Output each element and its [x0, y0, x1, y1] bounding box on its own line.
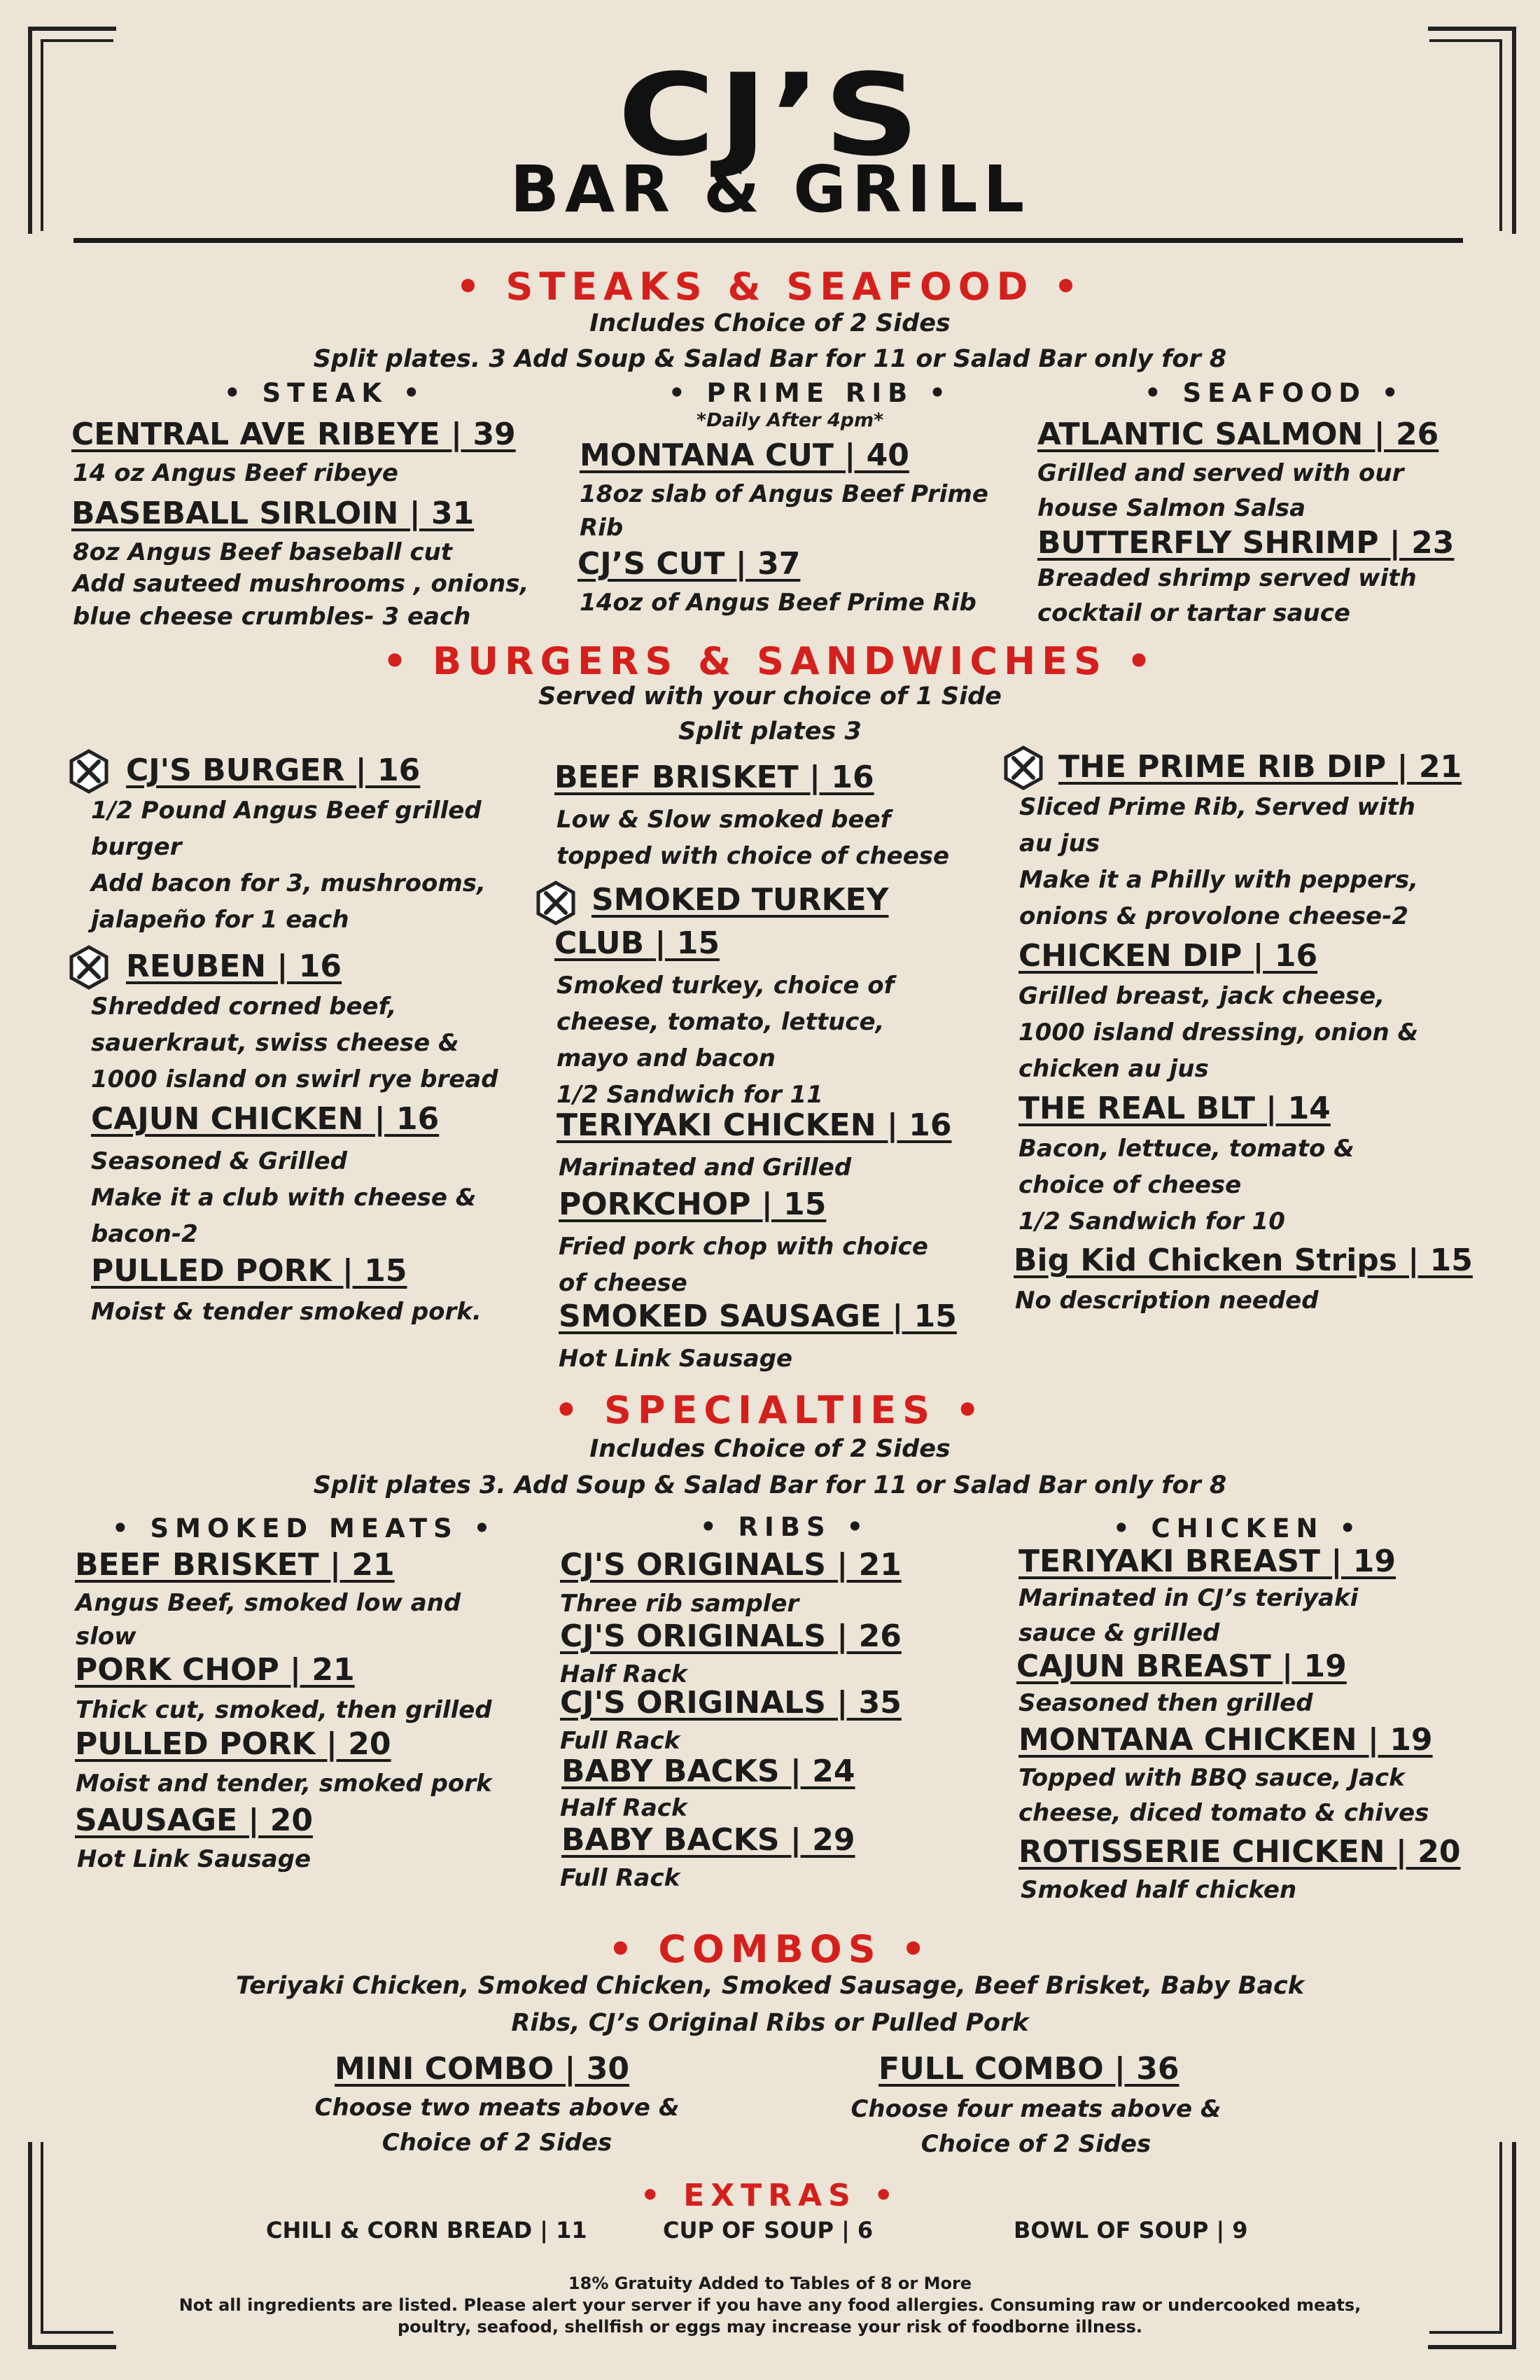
menu-item-name: SAUSAGE | 20 [75, 1802, 313, 1838]
menu-item-desc: Half Rack [560, 1660, 687, 1688]
section-title-burgers: • BURGERS & SANDWICHES • [382, 639, 1158, 683]
menu-item-name: ATLANTIC SALMON | 26 [1037, 416, 1439, 452]
menu-item-name: CJ'S ORIGINALS | 21 [560, 1547, 902, 1583]
menu-item-desc: Half Rack [560, 1794, 687, 1822]
menu-item-desc: Low & Slow smoked beef [556, 806, 891, 834]
subsection-smoked-meats: • SMOKED MEATS • [112, 1513, 497, 1544]
menu-item-name: CENTRAL AVE RIBEYE | 39 [71, 416, 516, 452]
brand-subtitle: BAR & GRILL [510, 152, 1030, 227]
menu-item-name: Big Kid Chicken Strips | 15 [1014, 1242, 1473, 1278]
menu-item-name: MONTANA CUT | 40 [580, 438, 909, 473]
extra-item: CHILI & CORN BREAD | 11 [266, 2217, 587, 2244]
menu-item-desc: No description needed [1015, 1287, 1319, 1315]
menu-item-desc: 18oz slab of Angus Beef Prime [580, 480, 988, 508]
menu-item-desc: Choose four meats above & [850, 2095, 1222, 2123]
menu-item-desc: Marinated and Grilled [559, 1154, 852, 1182]
menu-item-desc: Shredded corned beef, [91, 993, 397, 1021]
menu-item-desc: sauce & grilled [1018, 1619, 1220, 1647]
subsection-chicken: • CHICKEN • [1113, 1513, 1363, 1544]
menu-item-desc: Breaded shrimp served with [1037, 564, 1417, 592]
menu-item-name: BASEBALL SIRLOIN | 31 [71, 496, 475, 531]
extra-item: CUP OF SOUP | 6 [663, 2217, 874, 2244]
section-note: Split plates. 3 Add Soup & Salad Bar for 11 or Salad Bar only for 8 [313, 345, 1227, 373]
menu-item-name: CAJUN CHICKEN | 16 [91, 1101, 440, 1137]
brand-title: CJ’S [617, 49, 923, 181]
menu-item-desc: 14oz of Angus Beef Prime Rib [580, 589, 976, 617]
extra-item: BOWL OF SOUP | 9 [1014, 2217, 1248, 2244]
menu-item-desc: Make it a Philly with peppers, [1019, 866, 1419, 894]
menu-item-desc: Smoked turkey, choice of [556, 972, 895, 1000]
menu-item-name: BEEF BRISKET | 16 [554, 760, 874, 795]
menu-item-desc: chicken au jus [1018, 1055, 1209, 1083]
utensils-hex-icon [533, 881, 578, 925]
section-note: Split plates 3 [678, 718, 862, 746]
menu-item-desc: Angus Beef, smoked low and [76, 1589, 461, 1617]
menu-item-desc: house Salmon Salsa [1037, 494, 1306, 522]
menu-item-desc: 14 oz Angus Beef ribeye [73, 459, 398, 487]
footer-gratuity: 18% Gratuity Added to Tables of 8 or More [568, 2274, 972, 2293]
menu-item-desc: 1000 island dressing, onion & [1018, 1018, 1419, 1046]
footer-disclaimer: poultry, seafood, shellfish or eggs may increase your risk of foodborne illness. [397, 2317, 1143, 2337]
menu-item-desc: Grilled and served with our [1037, 459, 1404, 487]
section-title-steaks: • STEAKS & SEAFOOD • [456, 265, 1084, 309]
menu-item-desc: Seasoned then grilled [1018, 1689, 1313, 1717]
subsection-prime-rib: • PRIME RIB • [668, 378, 952, 408]
menu-item-desc: topped with choice of cheese [556, 842, 950, 870]
section-note: Teriyaki Chicken, Smoked Chicken, Smoked Sausage, Beef Brisket, Baby Back [235, 1972, 1305, 2000]
menu-item-desc: slow [76, 1623, 136, 1651]
section-title-combos: • COMBOS • [608, 1927, 932, 1971]
menu-item-desc: Grilled breast, jack cheese, [1018, 982, 1385, 1010]
menu-item-name: ROTISSERIE CHICKEN | 20 [1018, 1834, 1461, 1870]
menu-item-desc: of cheese [559, 1269, 687, 1297]
section-note: Ribs, CJ’s Original Ribs or Pulled Pork [511, 2009, 1029, 2037]
menu-item-name: REUBEN | 16 [126, 948, 342, 984]
menu-item-desc: Rib [580, 514, 624, 542]
menu-item-name: TERIYAKI CHICKEN | 16 [556, 1107, 952, 1143]
menu-item-desc: Seasoned & Grilled [91, 1147, 348, 1175]
footer-disclaimer: Not all ingredients are listed. Please alert your server if you have any food allergies. Consuming raw or undercooked meats, [178, 2295, 1362, 2315]
utensils-hex-icon [66, 945, 111, 990]
section-note: Split plates 3. Add Soup & Salad Bar for 11 or Salad Bar only for 8 [313, 1471, 1227, 1499]
section-note: Includes Choice of 2 Sides [589, 309, 951, 337]
menu-item-desc: Sliced Prime Rib, Served with [1019, 793, 1415, 821]
menu-item-desc: cheese, diced tomato & chives [1018, 1799, 1429, 1827]
header-divider [74, 238, 1463, 243]
subsection-steak: • STEAK • [224, 378, 426, 408]
menu-item-name: PORKCHOP | 15 [559, 1186, 827, 1222]
menu-item-desc: Choice of 2 Sides [920, 2130, 1152, 2158]
menu-item-desc: Choice of 2 Sides [382, 2129, 612, 2157]
menu-item-desc: mayo and bacon [556, 1044, 776, 1072]
menu-item-desc: Three rib sampler [560, 1590, 799, 1618]
menu-item-desc: blue cheese crumbles- 3 each [73, 603, 471, 631]
utensils-hex-icon [66, 749, 111, 794]
menu-item-desc: Thick cut, smoked, then grilled [76, 1696, 492, 1724]
menu-item-desc: Full Rack [560, 1864, 680, 1892]
menu-item-name: MONTANA CHICKEN | 19 [1018, 1722, 1433, 1758]
menu-item-name: CLUB | 15 [554, 925, 720, 961]
menu-item-name: CJ'S ORIGINALS | 35 [560, 1685, 902, 1721]
menu-item-desc: Marinated in CJ’s teriyaki [1018, 1584, 1359, 1612]
menu-item-name: SMOKED TURKEY [592, 882, 889, 918]
menu-item-desc: jalapeño for 1 each [91, 906, 349, 934]
section-title-specialties: • SPECIALTIES • [554, 1388, 986, 1432]
menu-item-desc: bacon-2 [91, 1220, 198, 1248]
utensils-hex-icon [1001, 746, 1046, 790]
menu-item-desc: 1/2 Sandwich for 11 [556, 1081, 823, 1109]
subsection-seafood: • SEAFOOD • [1144, 378, 1405, 408]
menu-item-name: BABY BACKS | 29 [561, 1822, 855, 1858]
menu-item-desc: Full Rack [560, 1727, 680, 1755]
menu-item-name: THE REAL BLT | 14 [1018, 1091, 1331, 1126]
menu-item-desc: Hot Link Sausage [77, 1845, 312, 1873]
menu-item-desc: Add sauteed mushrooms , onions, [73, 570, 529, 598]
section-title-extras: • EXTRAS • [640, 2178, 900, 2213]
menu-item-name: CJ'S BURGER | 16 [126, 752, 421, 788]
menu-item-desc: Moist and tender, smoked pork [76, 1770, 492, 1798]
menu-item-name: TERIYAKI BREAST | 19 [1018, 1544, 1396, 1579]
menu-item-name: PULLED PORK | 15 [91, 1253, 407, 1289]
menu-item-desc: Fried pork chop with choice [559, 1233, 928, 1261]
menu-item-name: CHICKEN DIP | 16 [1018, 938, 1318, 974]
menu-item-desc: au jus [1019, 830, 1100, 858]
section-note: Includes Choice of 2 Sides [589, 1435, 951, 1463]
menu-item-name: CJ'S ORIGINALS | 26 [560, 1618, 902, 1654]
menu-item-desc: Make it a club with cheese & [91, 1184, 477, 1212]
prime-rib-note: *Daily After 4pm* [696, 410, 884, 431]
menu-item-name: BUTTERFLY SHRIMP | 23 [1037, 525, 1455, 561]
menu-item-desc: 1/2 Pound Angus Beef grilled [91, 797, 482, 825]
menu-item-name: BABY BACKS | 24 [561, 1754, 855, 1789]
menu-item-desc: cheese, tomato, lettuce, [556, 1008, 885, 1036]
menu-item-desc: onions & provolone cheese-2 [1019, 902, 1408, 930]
menu-item-desc: sauerkraut, swiss cheese & [91, 1029, 459, 1057]
menu-item-desc: Add bacon for 3, mushrooms, [91, 869, 486, 897]
menu-item-name: CJ’S CUT | 37 [578, 546, 801, 582]
menu-item-desc: choice of cheese [1018, 1171, 1242, 1199]
menu-item-desc: burger [91, 833, 182, 861]
section-note: Served with your choice of 1 Side [538, 682, 1002, 710]
menu-item-desc: 1000 island on swirl rye bread [91, 1065, 498, 1093]
menu-item-desc: Smoked half chicken [1021, 1876, 1297, 1904]
menu-item-name: PULLED PORK | 20 [75, 1726, 391, 1762]
menu-item-name: FULL COMBO | 36 [878, 2051, 1180, 2087]
menu-item-desc: Moist & tender smoked pork. [91, 1298, 482, 1326]
menu-item-desc: 1/2 Sandwich for 10 [1018, 1208, 1285, 1236]
menu-item-name: MINI COMBO | 30 [335, 2051, 630, 2087]
menu-item-name: CAJUN BREAST | 19 [1016, 1648, 1347, 1684]
menu-item-name: THE PRIME RIB DIP | 21 [1058, 749, 1462, 785]
menu-item-name: BEEF BRISKET | 21 [75, 1547, 395, 1583]
menu-item-desc: Hot Link Sausage [559, 1345, 793, 1373]
menu-item-desc: Topped with BBQ sauce, Jack [1018, 1764, 1405, 1792]
subsection-ribs: • RIBS • [700, 1512, 870, 1542]
menu-item-desc: Bacon, lettuce, tomato & [1018, 1135, 1354, 1163]
menu-item-desc: Choose two meats above & [314, 2094, 680, 2122]
menu-item-desc: 8oz Angus Beef baseball cut [73, 538, 453, 566]
menu-item-desc: cocktail or tartar sauce [1037, 599, 1350, 627]
menu-item-name: PORK CHOP | 21 [75, 1652, 355, 1688]
menu-item-name: SMOKED SAUSAGE | 15 [559, 1298, 957, 1334]
